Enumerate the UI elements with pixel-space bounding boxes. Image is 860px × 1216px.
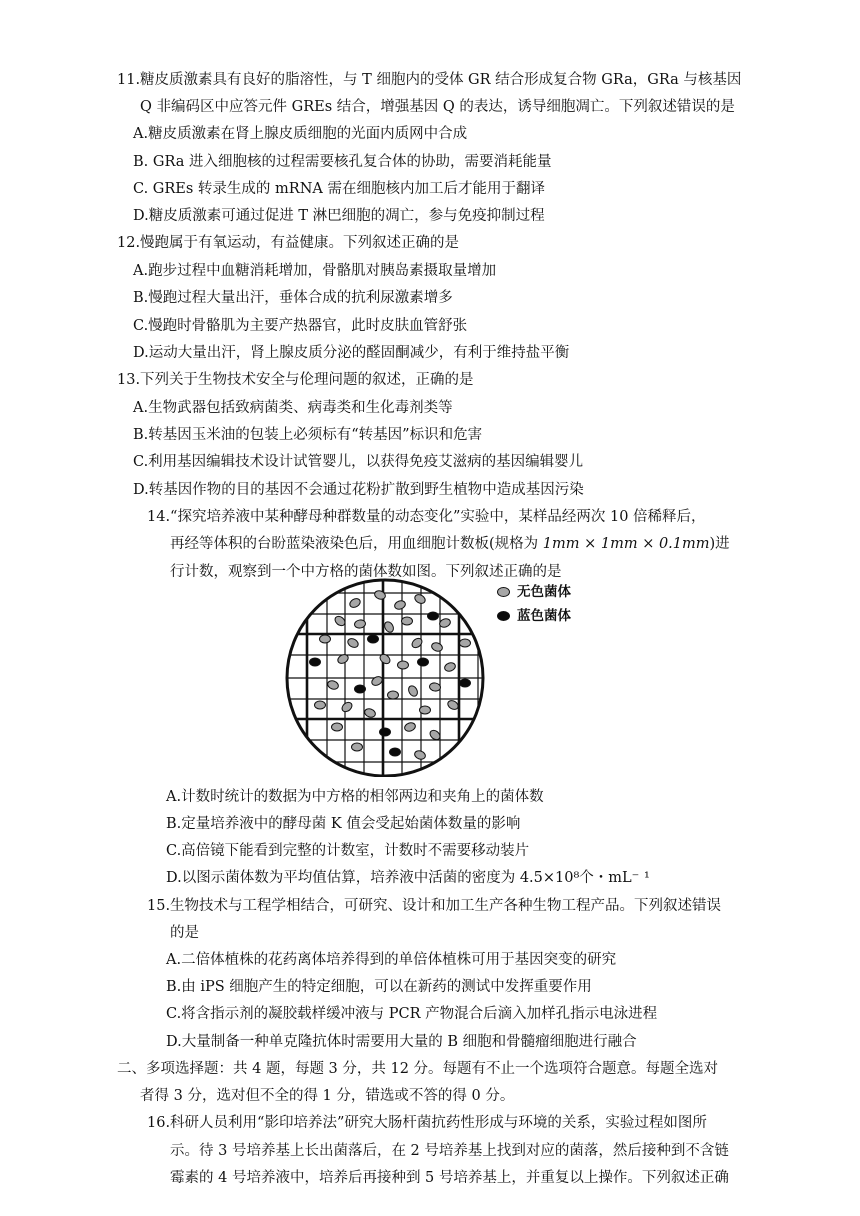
legend-blue-label: 蓝色菌体 [517, 608, 571, 624]
q14-counting-chamber-spec: 1mm × 1mm × 0.1mm [542, 536, 710, 552]
colorless-cell-icon [393, 599, 406, 610]
blue-cell-icon [428, 612, 439, 620]
legend-blue-cell [497, 607, 571, 625]
q15-option-d: D.大量制备一种单克隆抗体时需要用大量的 B 细胞和骨髓瘤细胞进行融合 [166, 1034, 637, 1050]
q13-option-b: B.转基因玉米油的包装上必须标有“转基因”标识和危害 [133, 427, 483, 443]
colorless-cell-icon [315, 701, 326, 709]
colorless-cell-icon [363, 707, 376, 718]
colorless-cell-icon [340, 700, 354, 713]
colorless-cell-icon [429, 682, 441, 692]
colorless-cell-icon [378, 652, 392, 665]
blue-cell-icon [355, 685, 366, 693]
q14-stem-line1: 14.“探究培养液中某种酵母种群数量的动态变化”实验中，某样品经两次 10 倍稀释后， [147, 509, 706, 525]
colorless-cell-icon [430, 641, 443, 652]
blue-cell-swatch-icon [497, 611, 510, 621]
blue-cell-icon [390, 748, 401, 756]
q12-option-d: D.运动大量出汗，肾上腺皮质分泌的醛固酮减少，有利于维持盐平衡 [133, 345, 570, 361]
colorless-cell-icon [348, 597, 362, 609]
q11-option-c: C. GREs 转录生成的 mRNA 需在细胞核内加工后才能用于翻译 [133, 181, 545, 197]
blue-cell-icon [380, 728, 391, 736]
colorless-cell-icon [460, 639, 471, 647]
colorless-cell-icon [388, 691, 399, 699]
colorless-cell-icon [373, 589, 386, 600]
colorless-cell-icon [398, 661, 409, 669]
q15-stem-line2: 的是 [170, 925, 199, 941]
q14-stem-line2 [170, 534, 730, 554]
q15-option-a: A.二倍体植株的花药离体培养得到的单倍体植株可用于基因突变的研究 [166, 952, 617, 968]
section2-heading-line1: 二、多项选择题：共 4 题，每题 3 分，共 12 分。每题有不止一个选项符合题意。每题全选对 [117, 1061, 719, 1077]
q14-option-b: B.定量培养液中的酵母菌 K 值会受起始菌体数量的影响 [166, 816, 521, 832]
q12-option-c: C.慢跑时骨骼肌为主要产热器官，此时皮肤血管舒张 [133, 318, 468, 334]
q11-option-a: A.糖皮质激素在肾上腺皮质细胞的光面内质网中合成 [133, 126, 468, 142]
colorless-cell-icon [403, 721, 416, 732]
colorless-cell-icon [383, 620, 395, 634]
blue-cell-icon [368, 635, 379, 643]
q13-option-d: D.转基因作物的目的基因不会通过花粉扩散到野生植物中造成基因污染 [133, 482, 584, 498]
colorless-cell-icon [326, 679, 339, 690]
blue-cell-icon [418, 658, 429, 666]
colorless-cell-icon [413, 749, 426, 760]
colorless-cell-icon [410, 636, 424, 649]
blue-cell-icon [460, 679, 471, 687]
colorless-cell-icon [402, 617, 413, 625]
legend-colorless-label: 无色菌体 [517, 584, 571, 600]
q15-option-c: C.将含指示剂的凝胶载样缓冲液与 PCR 产物混合后滴入加样孔指示电泳进程 [166, 1006, 658, 1022]
q13-option-a: A.生物武器包括致病菌类、病毒类和生化毒剂类等 [133, 400, 453, 416]
q16-stem-line2: 示。待 3 号培养基上长出菌落后，在 2 号培养基上找到对应的菌落，然后接种到不含链 [170, 1143, 729, 1159]
colorless-cell-swatch-icon [497, 587, 510, 597]
colorless-cell-icon [346, 637, 360, 649]
q14-stem-line2-start: 再经等体积的台盼蓝染液染色后，用血细胞计数板(规格为 [170, 536, 543, 552]
q16-stem-line1: 16.科研人员利用“影印培养法”研究大肠杆菌抗药性形成与环境的关系，实验过程如图所 [147, 1115, 707, 1131]
colorless-cell-icon [332, 723, 343, 731]
blue-cell-icon [310, 658, 321, 666]
colorless-cell-icon [413, 593, 427, 605]
q11-stem-line1: 11.糖皮质激素具有良好的脂溶性，与 T 细胞内的受体 GR 结合形成复合物 GRa，GRa 与核基因 [117, 72, 742, 88]
legend-colorless-cell [497, 583, 571, 601]
q15-option-b: B.由 iPS 细胞产生的特定细胞，可以在新药的测试中发挥重要作用 [166, 979, 592, 995]
section2-heading-line2: 者得 3 分，选对但不全的得 1 分，错选或不答的得 0 分。 [140, 1088, 515, 1104]
colorless-cell-icon [420, 706, 431, 714]
q11-option-d: D.糖皮质激素可通过促进 T 淋巴细胞的凋亡，参与免疫抑制过程 [133, 208, 545, 224]
colorless-cell-icon [352, 743, 363, 751]
q14-option-a: A.计数时统计的数据为中方格的相邻两边和夹角上的菌体数 [166, 789, 544, 805]
q15-stem-line1: 15.生物技术与工程学相结合，可研究、设计和加工生产各种生物工程产品。下列叙述错误 [147, 898, 722, 914]
q12-option-a: A.跑步过程中血糖消耗增加，骨骼肌对胰岛素摄取量增加 [133, 263, 497, 279]
q11-option-b: B. GRa 进入细胞核的过程需要核孔复合体的协助，需要消耗能量 [133, 154, 552, 170]
q14-stem-line3: 行计数，观察到一个中方格的菌体数如图。下列叙述正确的是 [170, 564, 562, 580]
q13-option-c: C.利用基因编辑技术设计试管婴儿，以获得免疫艾滋病的基因编辑婴儿 [133, 454, 584, 470]
colorless-cell-icon [320, 635, 331, 643]
q14-option-c: C.高倍镜下能看到完整的计数室，计数时不需要移动装片 [166, 843, 530, 859]
q14-stem-line2-end: )进 [709, 536, 730, 552]
q11-stem-line2: Q 非编码区中应答元件 GREs 结合，增强基因 Q 的表达，诱导细胞凋亡。下列叙述错误的是 [140, 99, 735, 115]
q12-stem: 12.慢跑属于有氧运动，有益健康。下列叙述正确的是 [117, 235, 460, 251]
q12-option-b: B.慢跑过程大量出汗，垂体合成的抗利尿激素增多 [133, 290, 453, 306]
q13-stem: 13.下列关于生物技术安全与伦理问题的叙述，正确的是 [117, 372, 474, 388]
colorless-cell-icon [443, 661, 456, 672]
colorless-cell-icon [407, 684, 419, 698]
q14-option-d: D.以图示菌体数为平均值估算，培养液中活菌的密度为 4.5×10⁸个・mL⁻ ¹ [166, 870, 650, 886]
q16-stem-line3: 霉素的 4 号培养液中，培养后再接种到 5 号培养基上，并重复以上操作。下列叙述正确 [170, 1170, 729, 1186]
